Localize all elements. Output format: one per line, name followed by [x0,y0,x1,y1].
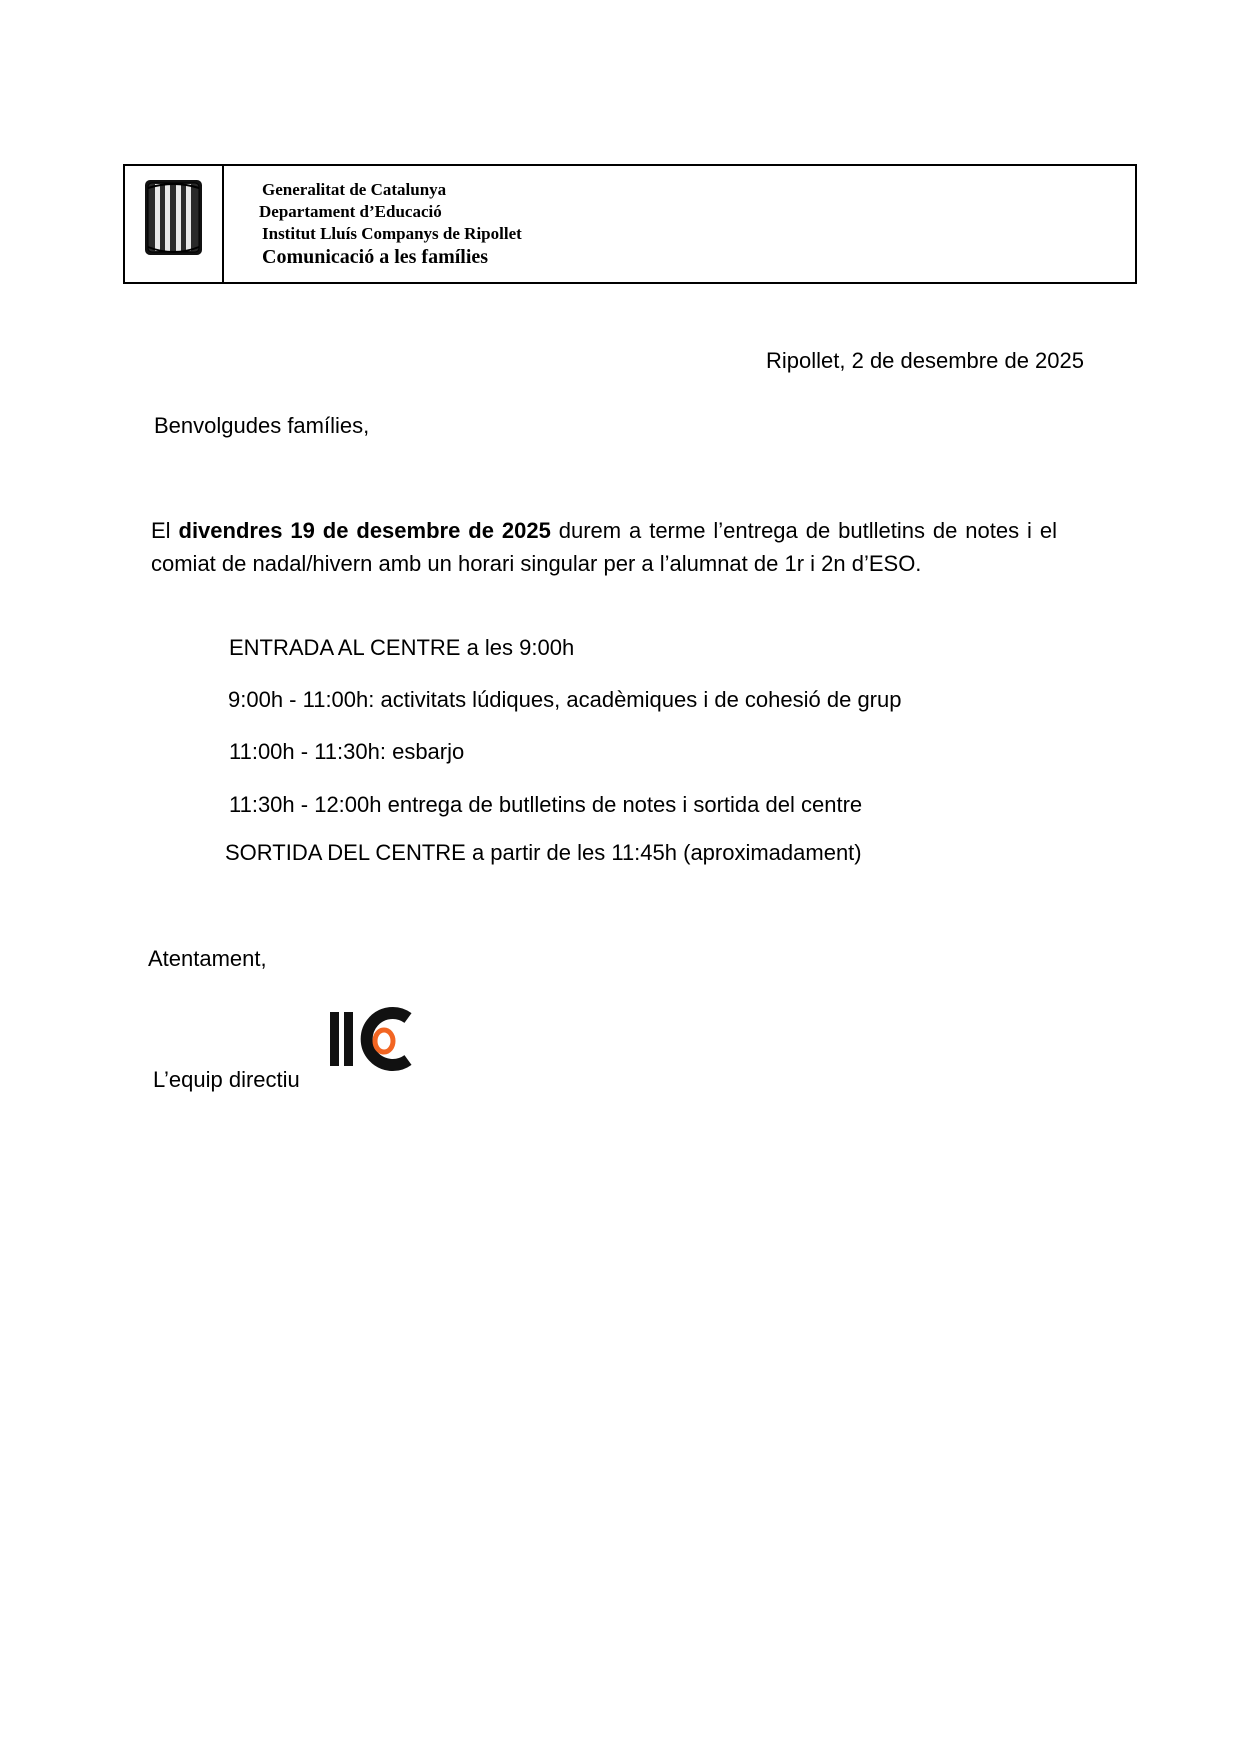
letter-signature: L’equip directiu [153,1067,300,1092]
paragraph-date-highlight: divendres 19 de desembre de 2025 [178,518,551,543]
paragraph-rest: durem a terme l’entrega de butlletins de notes i el comiat de nadal/hivern amb un horari singular per a l’alumnat de 1r i 2n d’ESO. [151,518,1057,576]
letterhead-logo-cell [125,166,224,282]
iilc-school-logo-icon [328,1004,422,1074]
schedule-item-activities: 9:00h - 11:00h: activitats lúdiques, acadèmiques i de cohesió de grup [228,687,902,712]
letter-closing: Atentament, [148,946,267,971]
header-line-institute: Institut Lluís Companys de Ripollet [262,224,522,243]
schedule-item-exit: SORTIDA DEL CENTRE a partir de les 11:45h (aproximadament) [225,840,862,865]
generalitat-seal-icon [145,180,202,255]
header-line-subject: Comunicació a les famílies [262,246,489,268]
header-line-department: Departament d’Educació [259,202,442,221]
letterhead-text [224,166,1135,282]
letterhead [123,164,1137,284]
paragraph-intro: El [151,518,179,543]
letter-greeting: Benvolgudes famílies, [154,413,370,438]
letter-paragraph [151,514,1057,580]
header-line-generalitat: Generalitat de Catalunya [262,180,447,199]
schedule-item-break: 11:00h - 11:30h: esbarjo [229,739,465,764]
letter-date: Ripollet, 2 de desembre de 2025 [766,348,1084,373]
schedule-item-entry: ENTRADA AL CENTRE a les 9:00h [229,635,575,660]
schedule-item-reports: 11:30h - 12:00h entrega de butlletins de notes i sortida del centre [229,792,863,817]
